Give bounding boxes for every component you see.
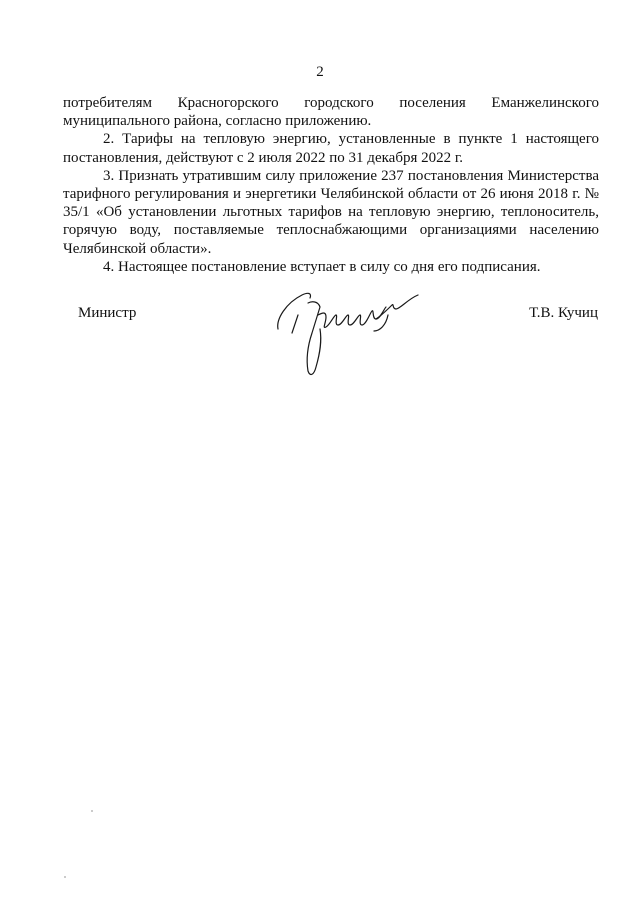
- paragraph-item-2: 2. Тарифы на тепловую энергию, установленные в пункте 1 настоящего постановления, действуют с 2 июля 2022 по 31 декабря 2022 г.: [63, 131, 599, 166]
- page-number: 2: [316, 64, 324, 80]
- paragraph-item-4: 4. Настоящее постановление вступает в силу со дня его подписания.: [103, 258, 541, 275]
- scan-speck: [64, 876, 66, 878]
- signatory-title: Министр: [78, 305, 137, 321]
- paragraph-continuation: потребителям Красногорского городского поселения Еманжелинского муниципального района, согласно приложению.: [63, 95, 599, 130]
- scan-speck: [91, 810, 93, 812]
- handwritten-signature-icon: [268, 285, 438, 385]
- paragraph-item-3: 3. Признать утратившим силу приложение 237 постановления Министерства тарифного регулирования и энергетики Челябинской области от 26 июня 2018 г. № 35/1 «Об установлении льготных тарифов на тепловую энергию, теплоноситель, горячую воду, поставляемые теплоснабжающими организациями населению Челябинской области».: [63, 167, 599, 257]
- document-body: [63, 94, 599, 276]
- signatory-name: Т.В. Кучиц: [529, 305, 598, 321]
